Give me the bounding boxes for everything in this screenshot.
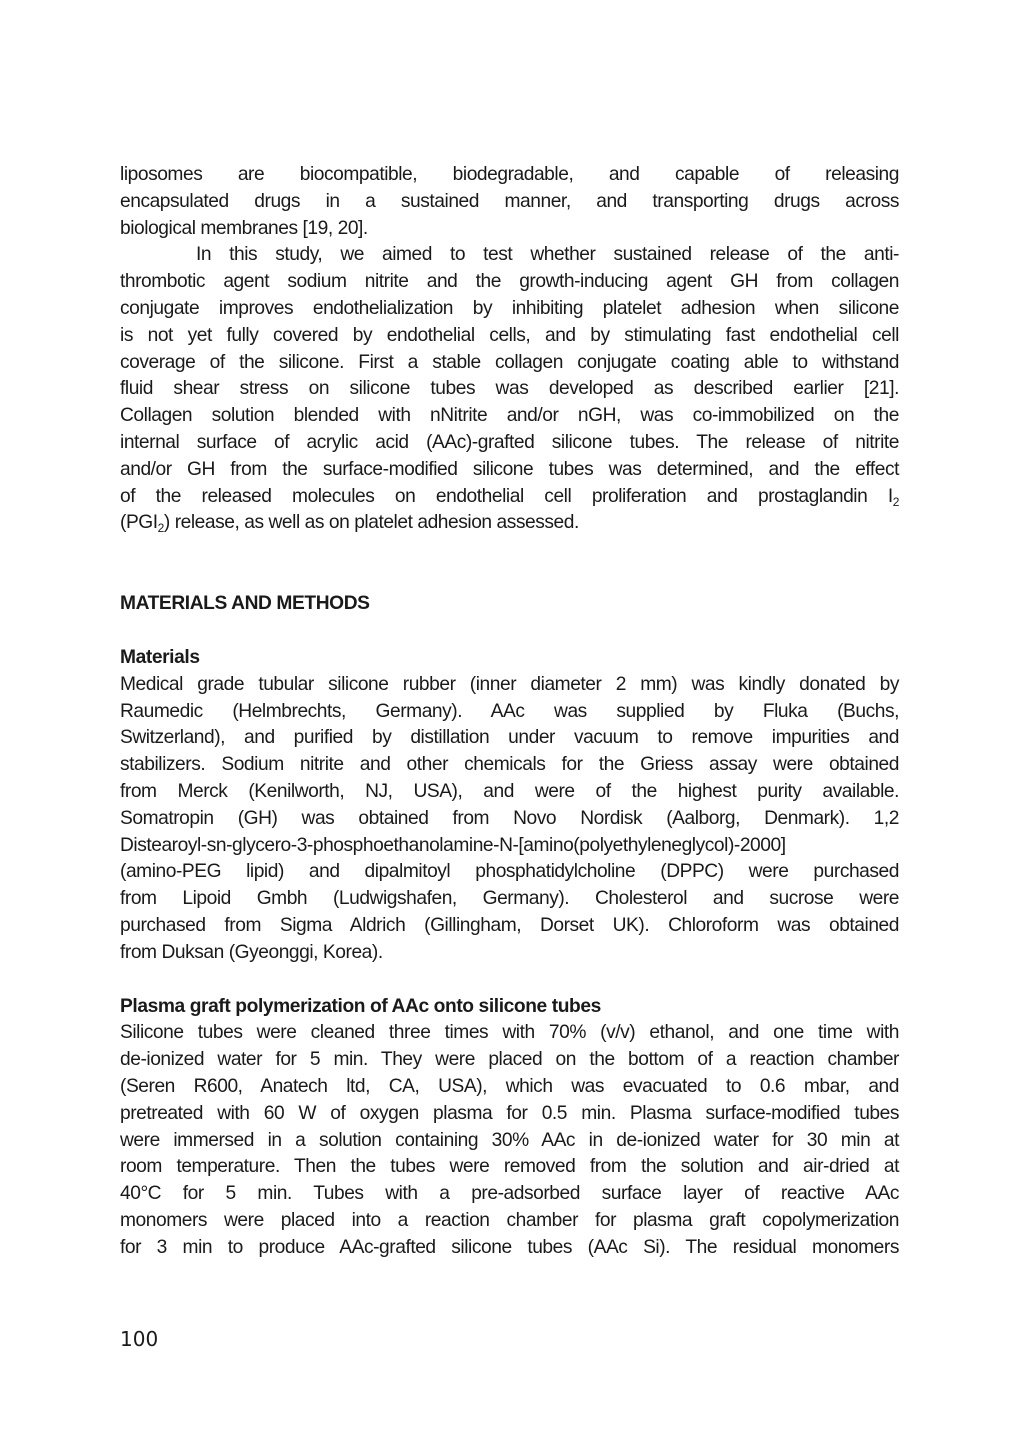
text-line: conjugate improves endothelialization by inhibiting platelet adhesion when silicone xyxy=(120,297,899,319)
text-line xyxy=(120,484,899,511)
text-span: ) release, as well as on platelet adhesion assessed. xyxy=(163,512,579,534)
text-line: 40°C for 5 min. Tubes with a pre-adsorbed surface layer of reactive AAc xyxy=(120,1183,899,1205)
text-line: thrombotic agent sodium nitrite and the growth-inducing agent GH from collagen xyxy=(120,271,899,293)
text-line: pretreated with 60 W of oxygen plasma for 0.5 min. Plasma surface-modified tubes xyxy=(120,1102,899,1124)
text-line: biological membranes [19, 20]. xyxy=(120,217,368,239)
text-line: room temperature. Then the tubes were removed from the solution and air-dried at xyxy=(120,1156,899,1178)
text-line: from Merck (Kenilworth, NJ, USA), and were of the highest purity available. xyxy=(120,780,899,802)
text-line: fluid shear stress on silicone tubes was developed as described earlier [21]. xyxy=(120,378,899,400)
text-line: Switzerland), and purified by distillation under vacuum to remove impurities and xyxy=(120,727,899,749)
text-line: Silicone tubes were cleaned three times with 70% (v/v) ethanol, and one time with xyxy=(120,1022,899,1044)
paragraph-liposomes xyxy=(120,162,899,242)
text-line: liposomes are biocompatible, biodegradable, and capable of releasing xyxy=(120,164,899,185)
text-line: for 3 min to produce AAc-grafted silicone tubes (AAc Si). The residual monomers xyxy=(120,1236,899,1258)
text-line xyxy=(120,510,899,537)
subsection-heading: Plasma graft polymerization of AAc onto silicone tubes xyxy=(120,995,601,1017)
text-line: internal surface of acrylic acid (AAc)-grafted silicone tubes. The release of nitrite xyxy=(120,431,899,453)
subsection-plasma-graft xyxy=(120,994,899,1262)
page-number: 100 xyxy=(120,1327,159,1351)
text-line: purchased from Sigma Aldrich (Gillingham, Dorset UK). Chloroform was obtained xyxy=(120,914,899,936)
text-span: (PGI xyxy=(120,512,158,534)
page-body xyxy=(120,162,899,1261)
text-line: Medical grade tubular silicone rubber (inner diameter 2 mm) was kindly donated by xyxy=(120,673,899,695)
text-line: Somatropin (GH) was obtained from Novo Nordisk (Aalborg, Denmark). 1,2 xyxy=(120,807,899,829)
subsection-materials xyxy=(120,645,899,967)
text-line: Raumedic (Helmbrechts, Germany). AAc was supplied by Fluka (Buchs, xyxy=(120,700,899,722)
text-line: (amino-PEG lipid) and dipalmitoyl phosphatidylcholine (DPPC) were purchased xyxy=(120,861,899,883)
text-line: stabilizers. Sodium nitrite and other chemicals for the Griess assay were obtained xyxy=(120,754,899,776)
text-line: from Duksan (Gyeonggi, Korea). xyxy=(120,941,383,963)
text-line: and/or GH from the surface-modified silicone tubes was determined, and the effect xyxy=(120,458,899,480)
section-heading: MATERIALS AND METHODS xyxy=(120,593,370,615)
text-span: of the released molecules on endothelial cell proliferation and prostaglandin I xyxy=(120,485,893,507)
text-line: monomers were placed into a reaction chamber for plasma graft copolymerization xyxy=(120,1209,899,1231)
subscript: 2 xyxy=(157,521,164,536)
text-line: de-ionized water for 5 min. They were placed on the bottom of a reaction chamber xyxy=(120,1049,899,1071)
paragraph-study-aim xyxy=(120,242,899,537)
text-line: is not yet fully covered by endothelial cells, and by stimulating fast endothelial cell xyxy=(120,324,899,346)
text-line: Distearoyl-sn-glycero-3-phosphoethanolamine-N-[amino(polyethyleneglycol)-2000] xyxy=(120,834,786,856)
text-line: from Lipoid Gmbh (Ludwigshafen, Germany). Cholesterol and sucrose were xyxy=(120,888,899,910)
text-line: were immersed in a solution containing 30% AAc in de-ionized water for 30 min at xyxy=(120,1129,899,1151)
text-line: Collagen solution blended with nNitrite and/or nGH, was co-immobilized on the xyxy=(120,405,899,427)
subscript: 2 xyxy=(892,494,899,509)
text-line: coverage of the silicone. First a stable collagen conjugate coating able to withstand xyxy=(120,351,899,373)
text-line: (Seren R600, Anatech ltd, CA, USA), which was evacuated to 0.6 mbar, and xyxy=(120,1075,899,1097)
subsection-heading: Materials xyxy=(120,646,200,668)
text-line: In this study, we aimed to test whether sustained release of the anti- xyxy=(196,244,899,266)
text-line: encapsulated drugs in a sustained manner, and transporting drugs across xyxy=(120,190,899,212)
